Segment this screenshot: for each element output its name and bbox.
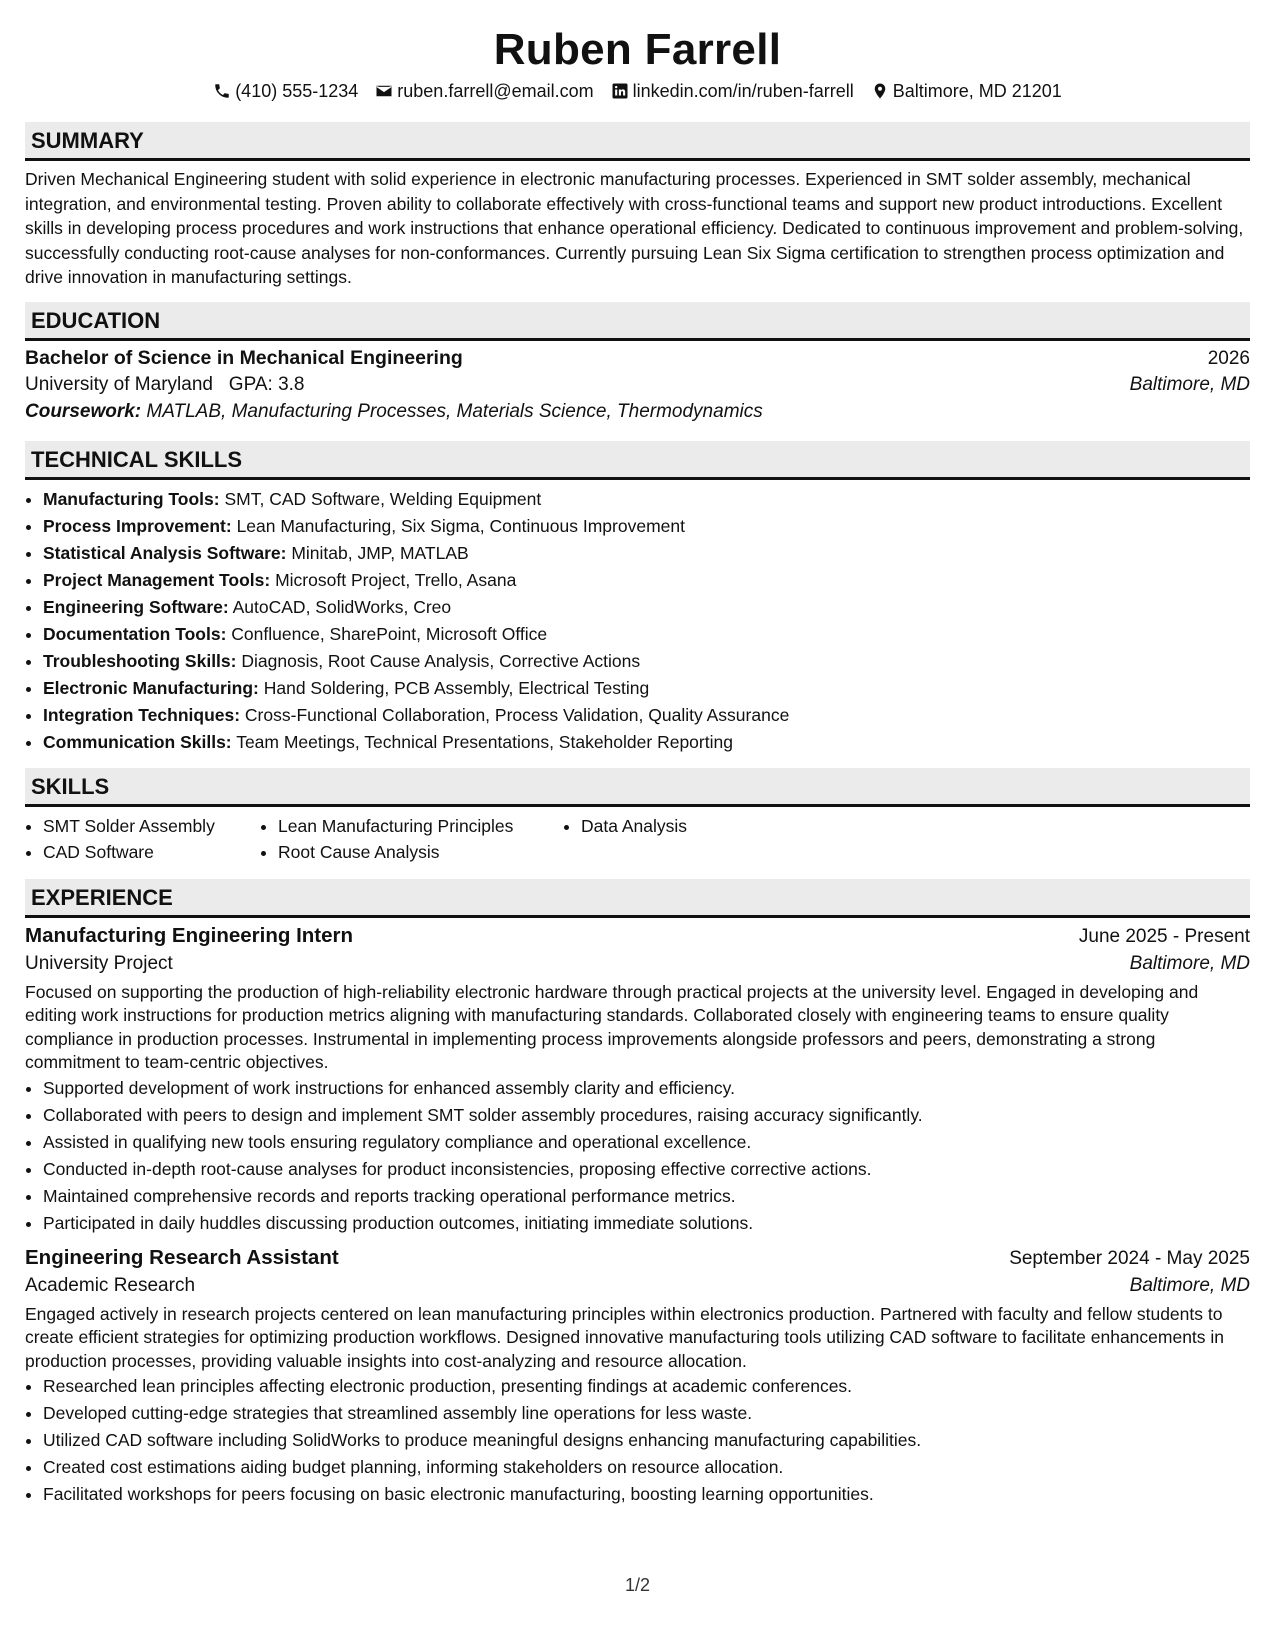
skill-category: Troubleshooting Skills: bbox=[43, 650, 237, 671]
job-title-row bbox=[25, 1246, 1250, 1270]
list-item: • Conducted in-depth root-cause analyses for product inconsistencies, proposing effective corrective actions. bbox=[43, 1156, 1250, 1183]
job-dates: September 2024 - May 2025 bbox=[1009, 1247, 1250, 1269]
section-heading-technical-skills: TECHNICAL SKILLS bbox=[25, 441, 1250, 480]
list-item: • Facilitated workshops for peers focusing on basic electronic manufacturing, boosting learning opportunities. bbox=[43, 1481, 1250, 1508]
list-item bbox=[43, 594, 1250, 621]
skill-values: Hand Soldering, PCB Assembly, Electrical Testing bbox=[263, 677, 650, 698]
job-location: Baltimore, MD bbox=[1129, 952, 1250, 974]
list-item: • Created cost estimations aiding budget planning, informing stakeholders on resource allocation. bbox=[43, 1454, 1250, 1481]
skill-values: Confluence, SharePoint, Microsoft Office bbox=[231, 623, 548, 644]
skill-values: Diagnosis, Root Cause Analysis, Corrective Actions bbox=[241, 650, 641, 671]
skills-grid bbox=[25, 813, 1250, 865]
list-item: • Root Cause Analysis bbox=[278, 839, 563, 865]
coursework-label: Coursework: bbox=[25, 400, 142, 422]
list-item: • Maintained comprehensive records and reports tracking operational performance metrics. bbox=[43, 1183, 1250, 1210]
skill-category: Integration Techniques: bbox=[43, 704, 241, 725]
skill-category: Engineering Software: bbox=[43, 596, 229, 617]
job-organization: University Project bbox=[25, 952, 173, 974]
list-item: • Assisted in qualifying new tools ensuring regulatory compliance and operational excellence. bbox=[43, 1129, 1250, 1156]
list-item bbox=[43, 486, 1250, 513]
job-org-row bbox=[25, 953, 1250, 975]
skills-column bbox=[260, 813, 563, 865]
location-text: Baltimore, MD 21201 bbox=[892, 81, 1062, 101]
job-dates: June 2025 - Present bbox=[1078, 925, 1250, 947]
list-item bbox=[43, 648, 1250, 675]
list-item: • Researched lean principles affecting electronic production, presenting findings at academic conferences. bbox=[43, 1373, 1250, 1400]
list-item: • Developed cutting-edge strategies that streamlined assembly line operations for less waste. bbox=[43, 1400, 1250, 1427]
list-item bbox=[43, 702, 1250, 729]
skill-category: Process Improvement: bbox=[43, 515, 232, 536]
list-item bbox=[43, 729, 1250, 756]
job-title: Engineering Research Assistant bbox=[25, 1245, 339, 1269]
job-location: Baltimore, MD bbox=[1129, 1274, 1250, 1296]
list-item bbox=[43, 567, 1250, 594]
job-description: Engaged actively in research projects centered on lean manufacturing principles within electronics production. Partnered with faculty and fellow students to create efficient strategies for optimizing production workflows. Designed innovative manufacturing tools utilizing CAD software to facilitate enhancements in production processes, providing valuable insights into cost-analyzing and resource allocation. bbox=[25, 1303, 1225, 1371]
map-pin-icon bbox=[871, 82, 889, 100]
list-item: • Lean Manufacturing Principles bbox=[278, 813, 563, 839]
contact-bar bbox=[25, 80, 1250, 102]
job-bullets bbox=[25, 1373, 1250, 1508]
list-item bbox=[43, 513, 1250, 540]
skill-category: Manufacturing Tools: bbox=[43, 488, 220, 509]
job-entry bbox=[25, 924, 1250, 1237]
linkedin-icon bbox=[611, 82, 629, 100]
list-item: • Collaborated with peers to design and implement SMT solder assembly procedures, raising accuracy significantly. bbox=[43, 1102, 1250, 1129]
job-title: Manufacturing Engineering Intern bbox=[25, 923, 354, 947]
skill-values: Microsoft Project, Trello, Asana bbox=[275, 569, 517, 590]
skills-column bbox=[25, 813, 260, 865]
job-entry bbox=[25, 1246, 1250, 1509]
summary-text: Driven Mechanical Engineering student with solid experience in electronic manufacturing processes. Experienced in SMT solder assembly, mechanical integration, and environmental testing. Proven ability to collaborate effectively with cross-functional teams and support new product introductions. Excellent skills in developing process procedures and work instructions that enhance operational efficiency. Dedicated to continuous improvement and problem-solving, successfully conducting root-cause analyses for non-conformances. Currently pursuing Lean Six Sigma certification to strengthen process optimization and drive innovation in manufacturing settings. bbox=[25, 169, 1244, 287]
coursework-list: MATLAB, Manufacturing Processes, Materials Science, Thermodynamics bbox=[146, 400, 763, 422]
school-name: University of Maryland bbox=[25, 373, 213, 395]
envelope-icon bbox=[375, 82, 393, 100]
contact-phone bbox=[213, 80, 358, 102]
list-item: • Utilized CAD software including SolidWorks to produce meaningful designs enhancing manufacturing capabilities. bbox=[43, 1427, 1250, 1454]
skill-category: Documentation Tools: bbox=[43, 623, 227, 644]
skill-category: Electronic Manufacturing: bbox=[43, 677, 259, 698]
list-item: • CAD Software bbox=[43, 839, 260, 865]
job-bullets bbox=[25, 1075, 1250, 1237]
skill-category: Communication Skills: bbox=[43, 731, 232, 752]
job-org-row bbox=[25, 1275, 1250, 1297]
page-number: 1/2 bbox=[624, 1575, 651, 1595]
skill-values: Cross-Functional Collaboration, Process Validation, Quality Assurance bbox=[244, 704, 790, 725]
skill-values: Lean Manufacturing, Six Sigma, Continuous Improvement bbox=[236, 515, 685, 536]
education-degree-row bbox=[25, 347, 1250, 370]
resume-page bbox=[25, 0, 1250, 1508]
section-heading-skills: SKILLS bbox=[25, 768, 1250, 807]
list-item: • Participated in daily huddles discussing production outcomes, initiating immediate solutions. bbox=[43, 1210, 1250, 1237]
gpa: GPA: 3.8 bbox=[228, 373, 305, 395]
linkedin-link[interactable]: linkedin.com/in/ruben-farrell bbox=[632, 81, 854, 101]
contact-linkedin[interactable] bbox=[611, 80, 854, 102]
email-link[interactable]: ruben.farrell@email.com bbox=[397, 81, 594, 101]
list-item bbox=[43, 675, 1250, 702]
degree-title: Bachelor of Science in Mechanical Engineering bbox=[25, 346, 463, 369]
skill-values: AutoCAD, SolidWorks, Creo bbox=[232, 596, 452, 617]
skill-values: Team Meetings, Technical Presentations, Stakeholder Reporting bbox=[236, 731, 733, 752]
list-item: • Data Analysis bbox=[581, 813, 781, 839]
graduation-year: 2026 bbox=[1207, 347, 1250, 369]
technical-skills-list bbox=[25, 486, 1250, 756]
list-item: • Supported development of work instructions for enhanced assembly clarity and efficiency. bbox=[43, 1075, 1250, 1102]
education-school-row bbox=[25, 374, 1250, 396]
section-heading-education: EDUCATION bbox=[25, 302, 1250, 341]
job-description: Focused on supporting the production of high-reliability electronic hardware through practical projects at the university level. Engaged in developing and editing work instructions for production metrics aligning with manufacturing standards. Collaborated closely with engineering teams to ensure quality compliance in production processes. Instrumental in implementing process improvements alongside professors and peers, demonstrating a strong commitment to team-centric objectives. bbox=[25, 981, 1199, 1072]
skills-column bbox=[563, 813, 781, 865]
list-item bbox=[43, 621, 1250, 648]
school-location: Baltimore, MD bbox=[1129, 373, 1250, 395]
school-info bbox=[25, 374, 304, 396]
skill-category: Statistical Analysis Software: bbox=[43, 542, 287, 563]
candidate-name: Ruben Farrell bbox=[493, 25, 782, 74]
contact-location bbox=[871, 80, 1062, 102]
skill-values: Minitab, JMP, MATLAB bbox=[291, 542, 469, 563]
skill-values: SMT, CAD Software, Welding Equipment bbox=[224, 488, 542, 509]
job-organization: Academic Research bbox=[25, 1274, 196, 1296]
phone-text: (410) 555-1234 bbox=[235, 81, 359, 101]
job-title-row bbox=[25, 924, 1250, 948]
skill-category: Project Management Tools: bbox=[43, 569, 271, 590]
phone-icon bbox=[213, 82, 231, 100]
section-heading-experience: EXPERIENCE bbox=[25, 879, 1250, 918]
list-item bbox=[43, 540, 1250, 567]
list-item: • SMT Solder Assembly bbox=[43, 813, 260, 839]
coursework-line bbox=[25, 401, 1250, 423]
section-heading-summary: SUMMARY bbox=[25, 122, 1250, 161]
contact-email[interactable] bbox=[375, 80, 593, 102]
